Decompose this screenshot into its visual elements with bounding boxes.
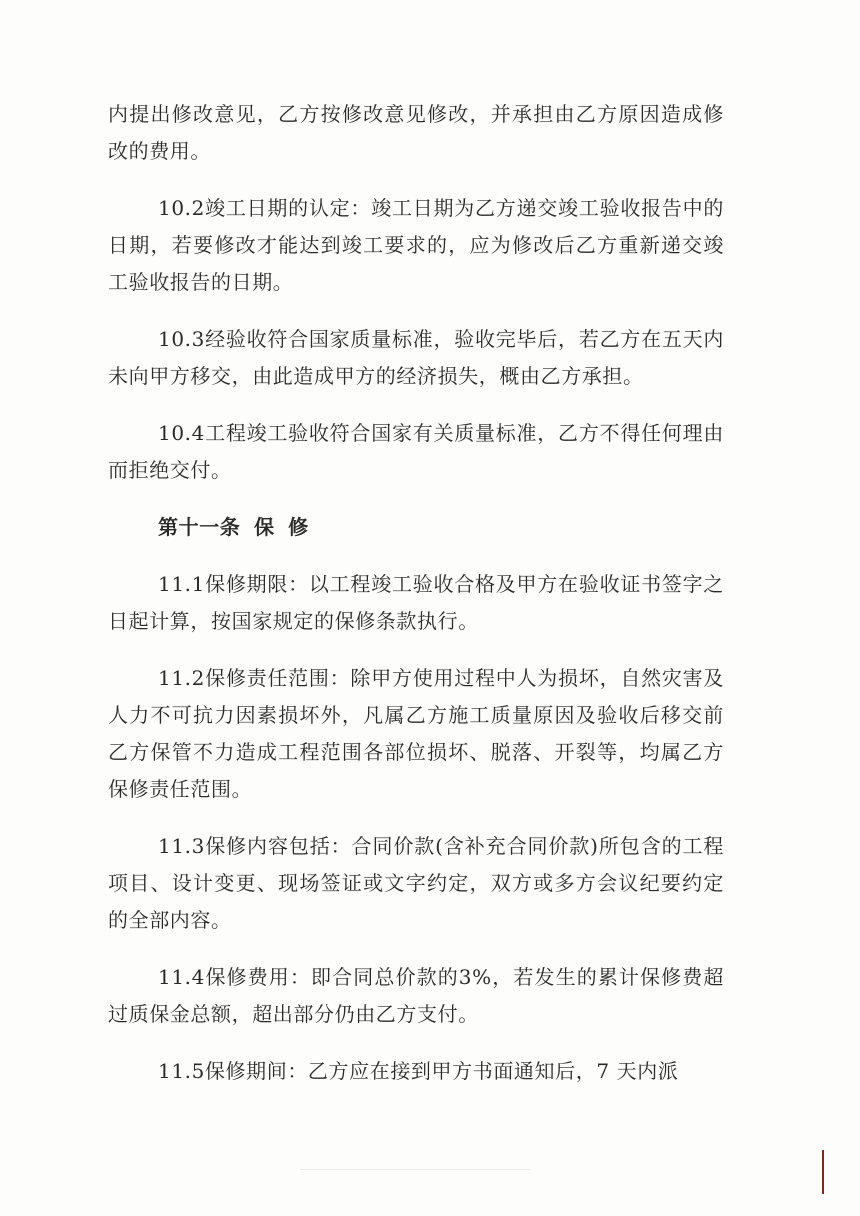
scan-artifact bbox=[300, 1169, 530, 1170]
clause-10-2: 10.2竣工日期的认定：竣工日期为乙方递交竣工验收报告中的日期，若要修改才能达到竣工要求的，应为修改后乙方重新递交竣工验收报告的日期。 bbox=[108, 196, 724, 294]
clause-10-3: 10.3经验收符合国家质量标准，验收完毕后，若乙方在五天内未向甲方移交，由此造成甲方的经济损失，概由乙方承担。 bbox=[108, 327, 724, 388]
clause-11-3: 11.3保修内容包括：合同价款(含补充合同价款)所包含的工程项目、设计变更、现场签证或文字约定，双方或多方会议纪要约定的全部内容。 bbox=[108, 834, 724, 932]
article-11-heading: 第十一条 保 修 bbox=[158, 515, 309, 539]
clause-11-4: 11.4保修费用：即合同总价款的3%，若发生的累计保修费超过质保金总额，超出部分仍由乙方支付。 bbox=[108, 965, 724, 1026]
contract-text bbox=[108, 96, 724, 1110]
paragraph-continuation: 内提出修改意见，乙方按修改意见修改，并承担由乙方原因造成修改的费用。 bbox=[108, 102, 724, 163]
clause-11-2: 11.2保修责任范围：除甲方使用过程中人为损坏，自然灾害及人力不可抗力因素损坏外，凡属乙方施工质量原因及验收后移交前乙方保管不力造成工程范围各部位损坏、脱落、开裂等，均属乙方保修责任范围。 bbox=[108, 666, 724, 801]
binding-mark bbox=[822, 1150, 824, 1194]
clause-10-4: 10.4工程竣工验收符合国家有关质量标准，乙方不得任何理由而拒绝交付。 bbox=[108, 421, 724, 482]
clause-11-5: 11.5保修期间：乙方应在接到甲方书面通知后，7 天内派 bbox=[158, 1059, 679, 1083]
clause-11-1: 11.1保修期限：以工程竣工验收合格及甲方在验收证书签字之日起计算，按国家规定的保修条款执行。 bbox=[108, 572, 724, 633]
